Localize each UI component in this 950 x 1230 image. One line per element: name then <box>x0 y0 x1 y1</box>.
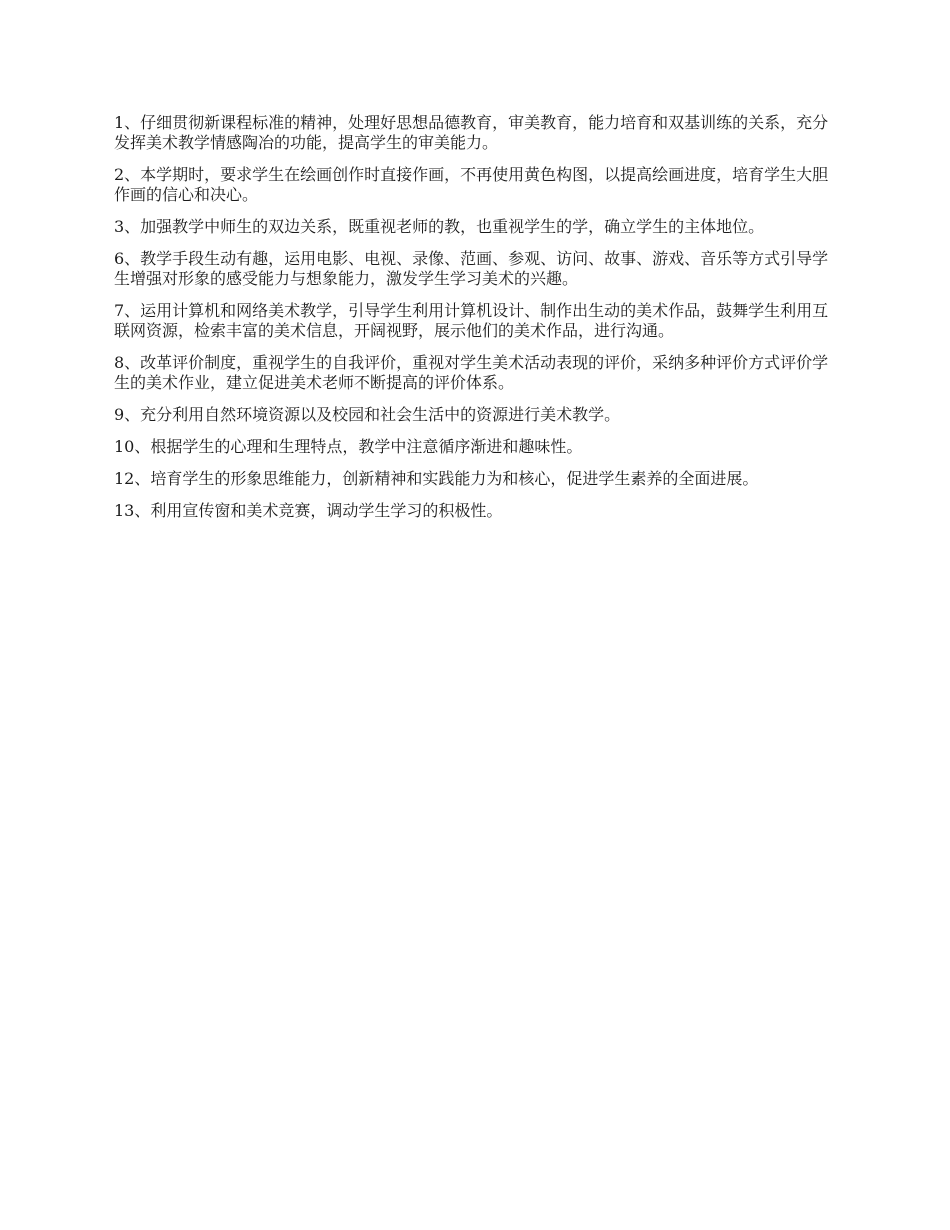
paragraph-item-13: 13、利用宣传窗和美术竞赛，调动学生学习的积极性。 <box>114 501 503 520</box>
paragraph-item-9: 9、充分利用自然环境资源以及校园和社会生活中的资源进行美术教学。 <box>114 405 621 424</box>
paragraph-item-2: 2、本学期时，要求学生在绘画创作时直接作画，不再使用黄色构图，以提高绘画进度，培育学生大胆作画的信心和决心。 <box>114 165 829 204</box>
paragraph-item-8: 8、改革评价制度，重视学生的自我评价，重视对学生美术活动表现的评价，采纳多种评价方式评价学生的美术作业，建立促进美术老师不断提高的评价体系。 <box>114 353 829 392</box>
paragraph-item-12: 12、培育学生的形象思维能力，创新精神和实践能力为和核心，促进学生素养的全面进展。 <box>114 469 759 488</box>
paragraph-item-7: 7、运用计算机和网络美术教学，引导学生利用计算机设计、制作出生动的美术作品，鼓舞学生利用互联网资源，检索丰富的美术信息，开阔视野，展示他们的美术作品，进行沟通。 <box>114 301 829 340</box>
paragraph-item-3: 3、加强教学中师生的双边关系，既重视老师的教，也重视学生的学，确立学生的主体地位。 <box>114 217 765 236</box>
document-body <box>114 113 836 533</box>
paragraph-item-6: 6、教学手段生动有趣，运用电影、电视、录像、范画、参观、访问、故事、游戏、音乐等方式引导学生增强对形象的感受能力与想象能力，激发学生学习美术的兴趣。 <box>114 249 829 288</box>
paragraph-item-10: 10、根据学生的心理和生理特点，教学中注意循序渐进和趣味性。 <box>114 437 583 456</box>
paragraph-item-1: 1、仔细贯彻新课程标准的精神，处理好思想品德教育，审美教育，能力培育和双基训练的关系，充分发挥美术教学情感陶冶的功能，提高学生的审美能力。 <box>114 113 829 152</box>
